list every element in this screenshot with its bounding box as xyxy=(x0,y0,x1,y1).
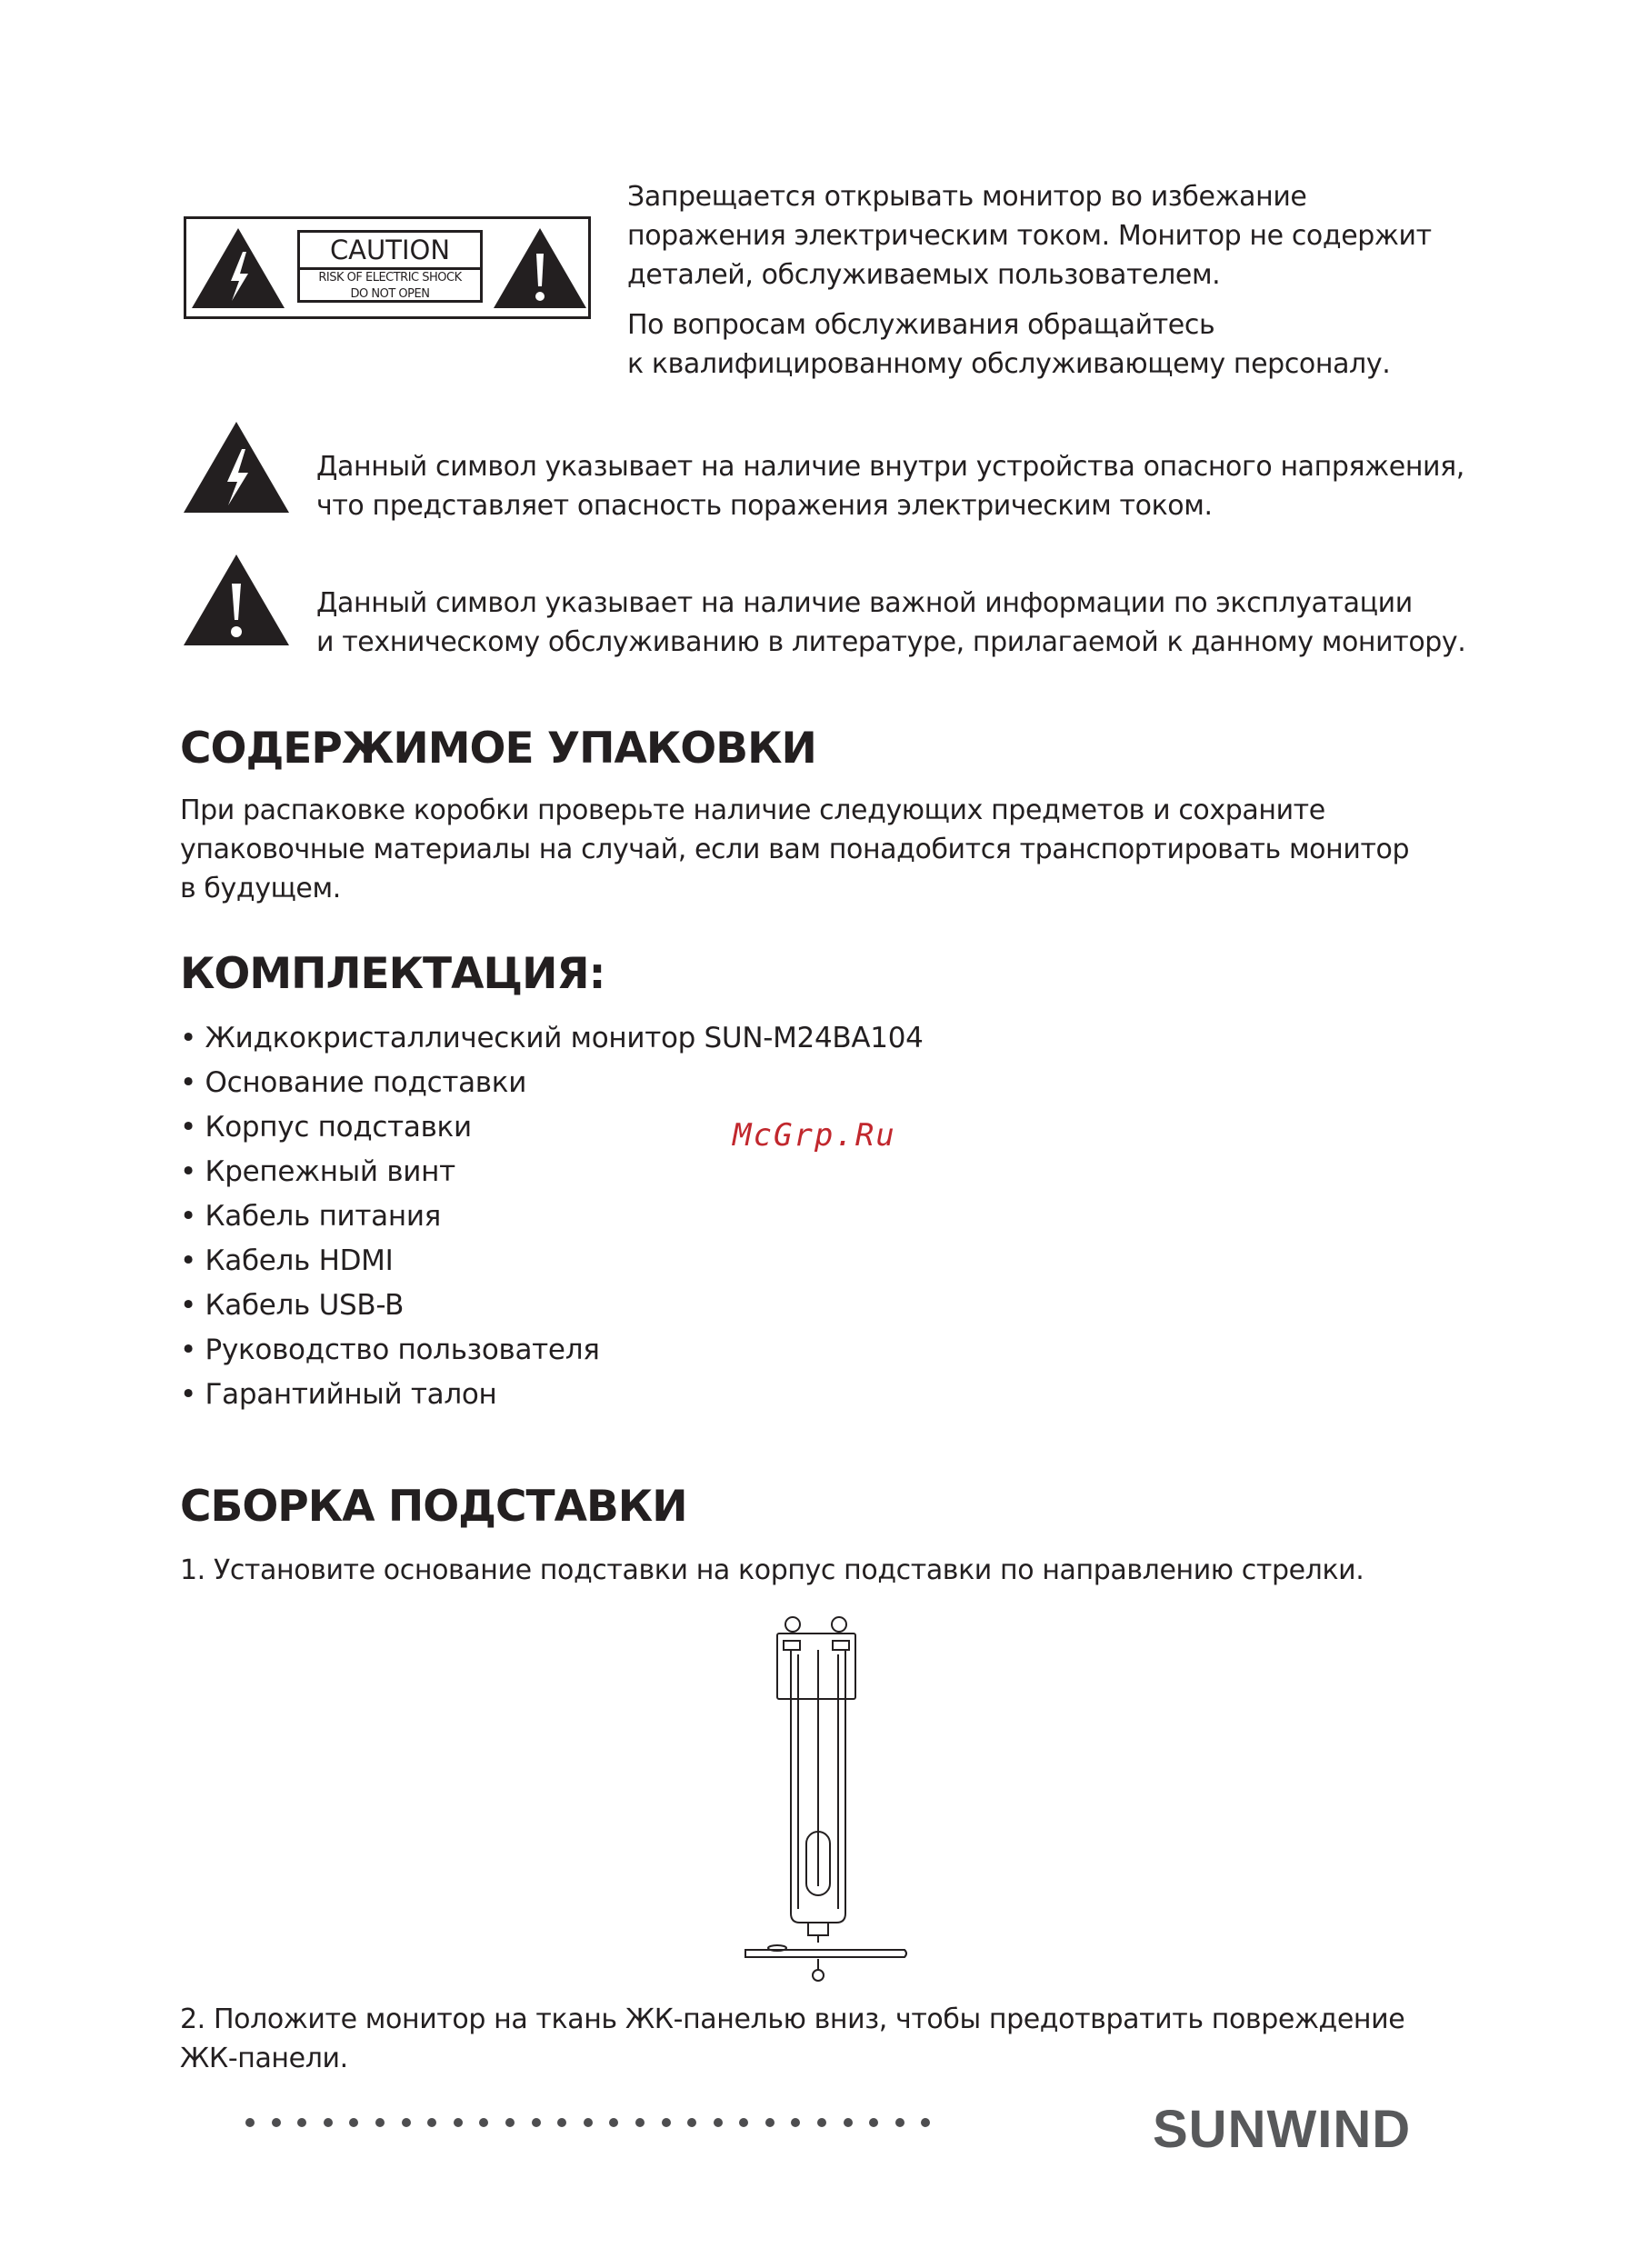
caution-line-1: RISK OF ELECTRIC SHOCK xyxy=(318,271,462,285)
watermark: McGrp.Ru xyxy=(733,1117,896,1154)
list-item: • Кабель питания xyxy=(180,1194,924,1239)
text-line: По вопросам обслуживания обращайтесь xyxy=(627,309,1215,341)
list-item: • Руководство пользователя xyxy=(180,1328,924,1373)
list-item: • Кабель HDMI xyxy=(180,1239,924,1284)
list-item: • Основание подставки xyxy=(180,1061,924,1105)
caution-label xyxy=(184,216,591,319)
assembly-heading: СБОРКА ПОДСТАВКИ xyxy=(180,1482,687,1532)
caution-title: CAUTION xyxy=(300,235,480,270)
text-line: деталей, обслуживаемых пользователем. xyxy=(627,259,1221,291)
footer-dots xyxy=(245,2118,930,2127)
text-line: и техническому обслуживанию в литературе, прилагаемой к данному монитору. xyxy=(316,626,1466,658)
stand-assembly-illustration xyxy=(741,1614,914,1986)
exclamation-warning-icon xyxy=(492,226,588,310)
list-item: • Жидкокристаллический монитор SUN-M24BA104 xyxy=(180,1016,924,1061)
lightning-symbol-icon xyxy=(182,420,291,515)
intro-service-text xyxy=(627,305,1390,384)
text-line: в будущем. xyxy=(180,873,341,904)
list-item: • Гарантийный талон xyxy=(180,1373,924,1417)
text-line: что представляет опасность поражения электрическим током. xyxy=(316,490,1213,522)
list-item: • Кабель USB-B xyxy=(180,1284,924,1328)
assembly-step-1: 1. Установите основание подставки на корпус подставки по направлению стрелки. xyxy=(180,1554,1364,1586)
contents-heading: КОМПЛЕКТАЦИЯ: xyxy=(180,949,605,999)
text-line: к квалифицированному обслуживающему персоналу. xyxy=(627,348,1391,380)
assembly-step-2 xyxy=(180,2000,1404,2078)
exclamation-symbol-icon xyxy=(182,553,291,647)
list-item: • Корпус подставки xyxy=(180,1105,924,1150)
package-text xyxy=(180,791,1409,908)
text-line: 2. Положите монитор на ткань ЖК-панелью вниз, чтобы предотвратить повреждение xyxy=(180,2003,1405,2035)
lightning-symbol-text xyxy=(316,447,1464,525)
brand-logo: SUNWIND xyxy=(1153,2100,1412,2159)
lightning-warning-icon xyxy=(190,226,286,310)
package-heading: СОДЕРЖИМОЕ УПАКОВКИ xyxy=(180,724,816,774)
text-line: Данный символ указывает на наличие внутри устройства опасного напряжения, xyxy=(316,451,1464,483)
caution-line-2: DO NOT OPEN xyxy=(350,287,430,301)
list-item: • Крепежный винт xyxy=(180,1150,924,1194)
intro-warning-text xyxy=(627,177,1432,295)
contents-list xyxy=(180,1016,924,1417)
exclamation-symbol-text xyxy=(316,584,1465,662)
text-line: поражения электрическим током. Монитор не содержит xyxy=(627,220,1432,252)
text-line: упаковочные материалы на случай, если вам понадобится транспортировать монитор xyxy=(180,834,1410,865)
text-line: Данный символ указывает на наличие важной информации по эксплуатации xyxy=(316,587,1413,619)
text-line: Запрещается открывать монитор во избежание xyxy=(627,181,1307,213)
text-line: ЖК-панели. xyxy=(180,2043,348,2074)
text-line: При распаковке коробки проверьте наличие следующих предметов и сохраните xyxy=(180,794,1325,826)
caution-text-box xyxy=(297,230,483,303)
